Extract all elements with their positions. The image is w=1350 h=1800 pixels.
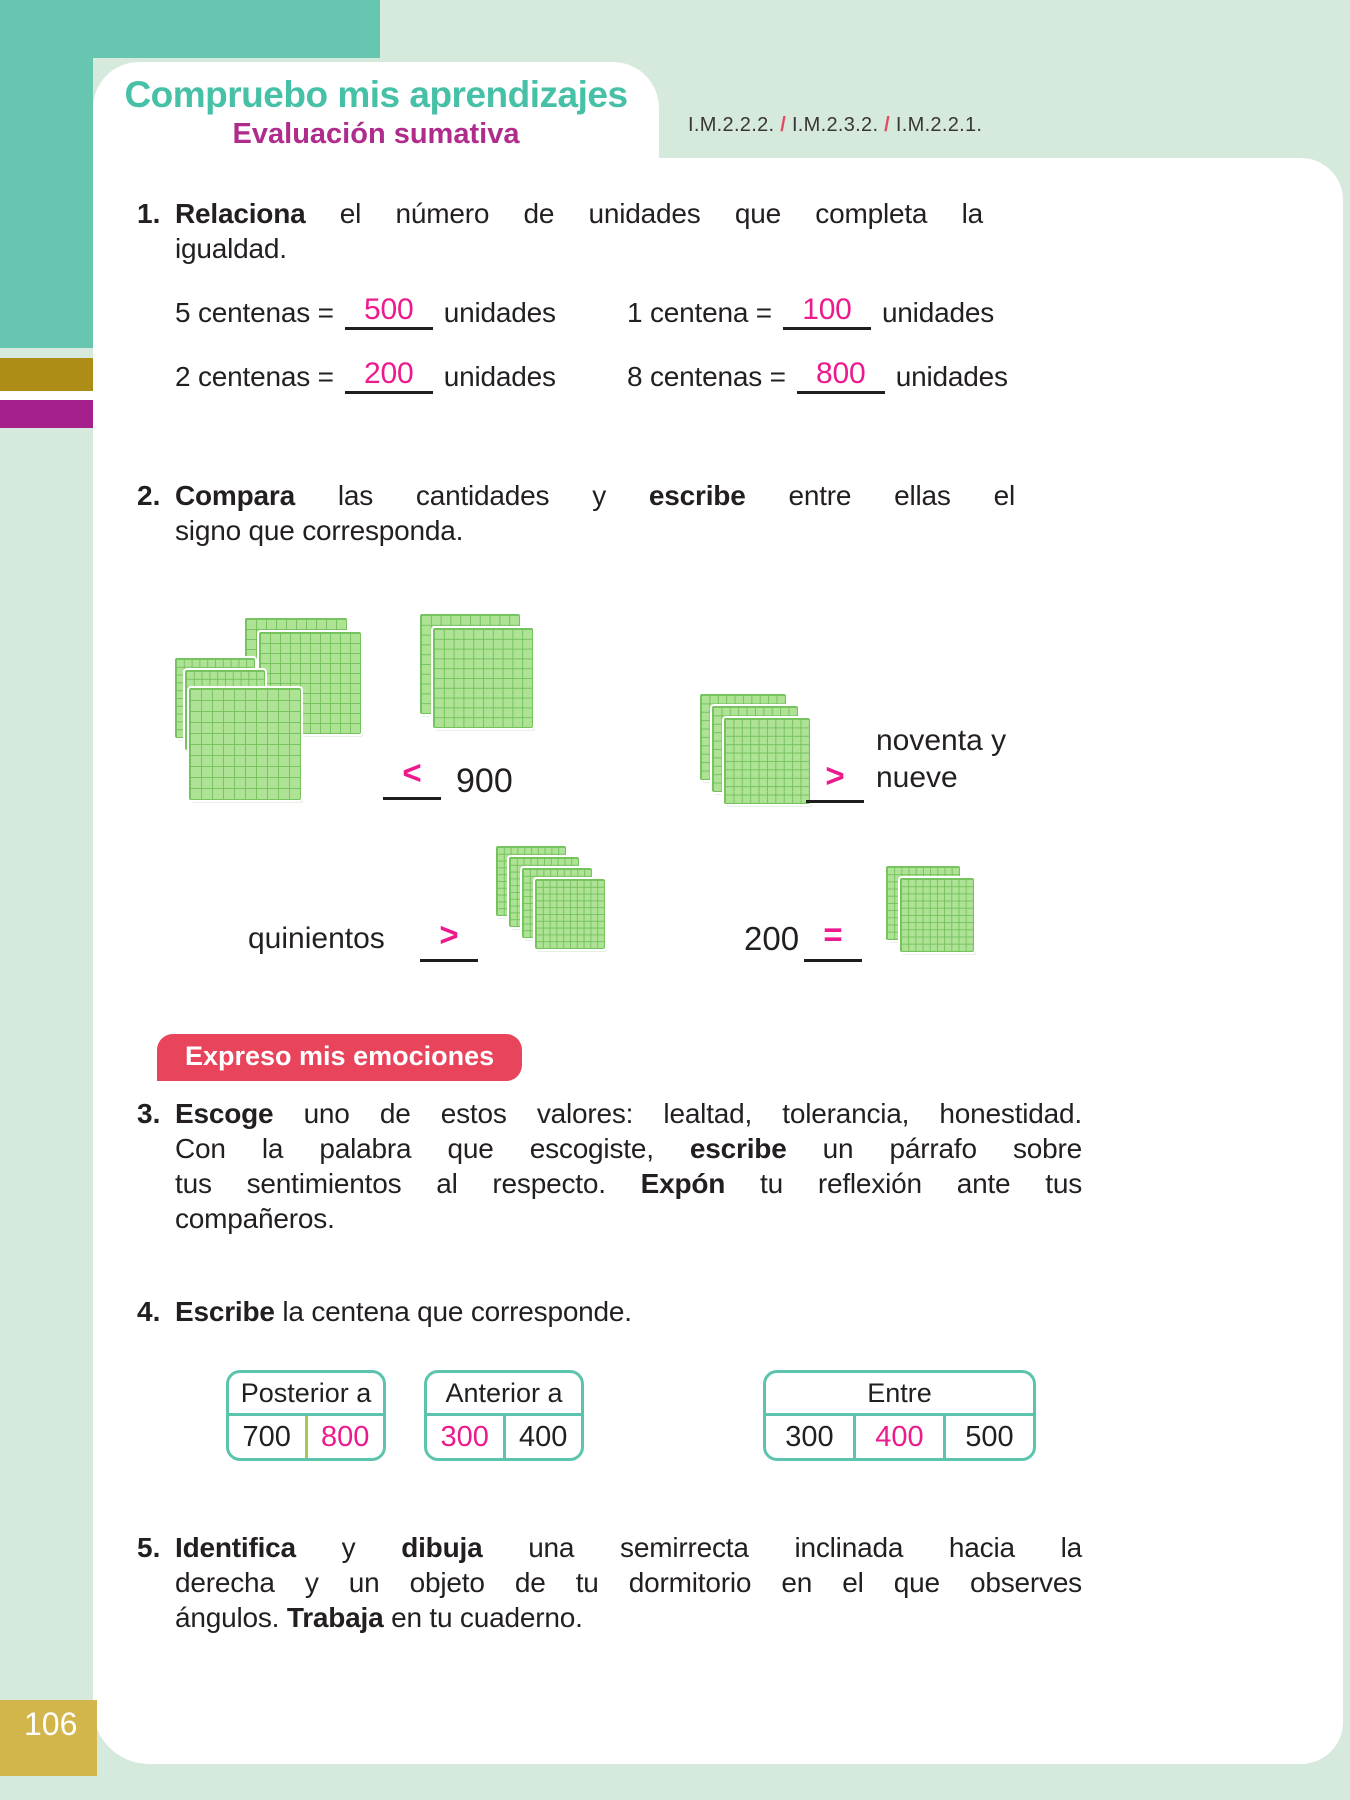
- fill-label: 5 centenas =: [175, 297, 334, 328]
- base-ten-blocks-300: [700, 694, 820, 809]
- fill-item: [627, 356, 1008, 394]
- box-cell-answer: 400: [853, 1416, 943, 1458]
- centena-box-anterior: [424, 1370, 584, 1461]
- question-4-body: [175, 1294, 1082, 1329]
- page-card: [93, 158, 1343, 1764]
- fill-row: [175, 292, 1079, 330]
- box-cell: 300: [785, 1421, 834, 1453]
- question-3: [137, 1096, 1082, 1236]
- box-cell: 500: [943, 1416, 1033, 1458]
- question-1-fill-ins: [175, 292, 1079, 394]
- white-accent-gap: [0, 391, 93, 400]
- question-1-text-line2: igualdad.: [175, 233, 287, 264]
- fill-unit: unidades: [895, 361, 1008, 392]
- hundred-block: [433, 628, 533, 728]
- code-separator: /: [878, 114, 896, 136]
- box-cell: 400: [503, 1416, 582, 1458]
- comparison-number: 900: [456, 762, 513, 800]
- comparison-words-line1: noventa y: [876, 724, 1007, 757]
- question-5: [137, 1530, 1082, 1635]
- box-cell-answer: 300: [440, 1421, 489, 1453]
- answer-blank: [783, 292, 871, 330]
- fill-unit: unidades: [443, 297, 556, 328]
- code-2: I.M.2.3.2.: [791, 114, 879, 136]
- base-ten-blocks-200: [886, 866, 981, 961]
- gold-accent-bar: [0, 358, 93, 391]
- question-3-body: [175, 1096, 1082, 1236]
- question-3-text-line1: Escoge uno de estos valores: lealtad, tolerancia, honestidad.: [175, 1098, 1082, 1129]
- answer-value: 800: [816, 357, 866, 390]
- page-subtitle: Evaluación sumativa: [232, 118, 520, 150]
- question-2: [137, 478, 1037, 548]
- question-4-number: 4.: [137, 1296, 161, 1327]
- fill-label: 1 centena =: [627, 297, 772, 328]
- magenta-accent-bar: [0, 400, 93, 428]
- comparison-words-line2: nueve: [876, 761, 958, 794]
- question-5-text-line2: derecha y un objeto de tu dormitorio en el que observes: [175, 1567, 1082, 1598]
- question-1-text-line1: Relaciona el número de unidades que completa la: [175, 198, 983, 229]
- answer-blank: [345, 356, 433, 394]
- page-title: Compruebo mis aprendizajes: [124, 74, 628, 115]
- fill-unit: unidades: [881, 297, 994, 328]
- question-1: [137, 196, 1079, 394]
- box-cells: [229, 1416, 383, 1458]
- comparison-sign-blank: >: [806, 756, 864, 803]
- page-number: 106: [24, 1706, 78, 1742]
- answer-blank: [345, 292, 433, 330]
- box-cells: [427, 1416, 581, 1458]
- question-2-text-line2: signo que corresponda.: [175, 515, 464, 546]
- comparison-word: quinientos: [248, 922, 385, 955]
- question-5-body: [175, 1530, 1082, 1635]
- hundred-block: [535, 879, 605, 949]
- box-cell: 700: [242, 1421, 291, 1453]
- box-cells: [766, 1416, 1033, 1458]
- question-2-body: [175, 478, 1037, 548]
- hundred-block: [189, 688, 301, 800]
- answer-value: 100: [802, 293, 852, 326]
- question-4-text-line1: Escribe la centena que corresponde.: [175, 1296, 632, 1327]
- emotions-badge: Expreso mis emociones: [157, 1034, 522, 1081]
- box-title: Anterior a: [427, 1373, 581, 1416]
- answer-value: 200: [364, 357, 414, 390]
- hundred-block: [900, 878, 974, 952]
- question-3-number: 3.: [137, 1098, 161, 1129]
- answer-blank: [797, 356, 885, 394]
- base-ten-blocks-400: [496, 846, 611, 956]
- box-title: Entre: [766, 1373, 1033, 1416]
- code-1: I.M.2.2.2.: [688, 114, 775, 136]
- fill-label: 2 centenas =: [175, 361, 334, 392]
- box-title: Posterior a: [229, 1373, 383, 1416]
- question-5-text-line3: ángulos. Trabaja en tu cuaderno.: [175, 1602, 583, 1633]
- fill-item: [627, 292, 994, 330]
- question-2-text-line1: Compara las cantidades y escribe entre ellas el: [175, 480, 1015, 511]
- question-5-text-line1: Identifica y dibuja una semirrecta inclinada hacia la: [175, 1532, 1082, 1563]
- question-1-body: [175, 196, 1079, 394]
- centena-boxes: [0, 1370, 1350, 1460]
- question-4: [137, 1294, 1082, 1329]
- comparison-sign-blank: =: [804, 915, 862, 962]
- comparison-sign-blank: >: [420, 915, 478, 962]
- centena-box-entre: [763, 1370, 1036, 1461]
- left-teal-column: [0, 0, 93, 348]
- question-3-text-line2: Con la palabra que escogiste, escribe un párrafo sobre: [175, 1133, 1083, 1164]
- answer-value: 500: [364, 293, 414, 326]
- fill-item: [175, 292, 627, 330]
- question-3-text-line3: tus sentimientos al respecto. Expón tu reflexión ante tus: [175, 1168, 1082, 1199]
- code-separator: /: [774, 114, 792, 136]
- comparison-number: 200: [744, 920, 800, 957]
- curriculum-codes: [688, 114, 982, 137]
- comparison-words: [876, 722, 1006, 796]
- hundred-block: [724, 718, 810, 804]
- fill-item: [175, 356, 627, 394]
- question-5-number: 5.: [137, 1532, 161, 1563]
- question-1-number: 1.: [137, 198, 161, 229]
- fill-label: 8 centenas =: [627, 361, 786, 392]
- fill-row: [175, 356, 1079, 394]
- code-3: I.M.2.2.1.: [895, 114, 983, 136]
- comparison-sign-blank: <: [383, 753, 441, 800]
- question-2-number: 2.: [137, 480, 161, 511]
- centena-box-posterior: [226, 1370, 386, 1461]
- question-3-text-line4: compañeros.: [175, 1203, 335, 1234]
- box-cell-answer: 800: [305, 1416, 384, 1458]
- fill-unit: unidades: [443, 361, 556, 392]
